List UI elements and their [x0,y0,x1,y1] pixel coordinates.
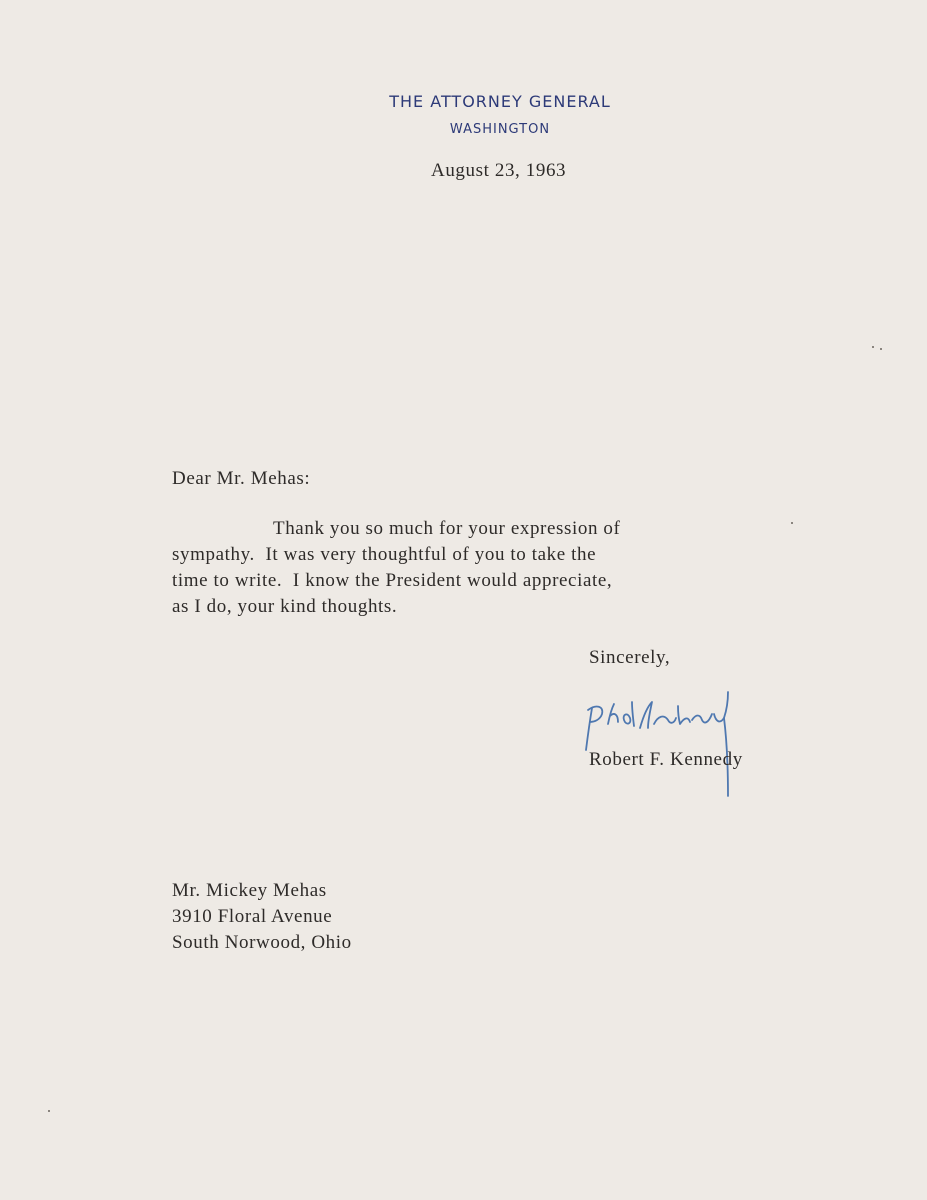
body-line: as I do, your kind thoughts. [172,596,398,617]
body-line: time to write. I know the President would appreciate, [172,570,613,591]
letterhead-title: THE ATTORNEY GENERAL [389,92,611,111]
signature-image [578,684,758,804]
paper-speck [48,1110,50,1112]
paper-speck [791,522,793,524]
salutation: Dear Mr. Mehas: [172,468,311,489]
recipient-city: South Norwood, Ohio [172,932,352,953]
paper-speck [872,346,874,348]
letterhead-location: WASHINGTON [449,122,551,137]
letter-date: August 23, 1963 [431,160,567,181]
recipient-name: Mr. Mickey Mehas [172,880,327,901]
body-line: sympathy. It was very thoughtful of you to take the [172,544,597,565]
signer-name: Robert F. Kennedy [589,749,743,770]
recipient-street: 3910 Floral Avenue [172,906,333,927]
paper-speck [880,348,882,350]
closing: Sincerely, [589,647,671,668]
body-line: Thank you so much for your expression of [273,518,621,539]
